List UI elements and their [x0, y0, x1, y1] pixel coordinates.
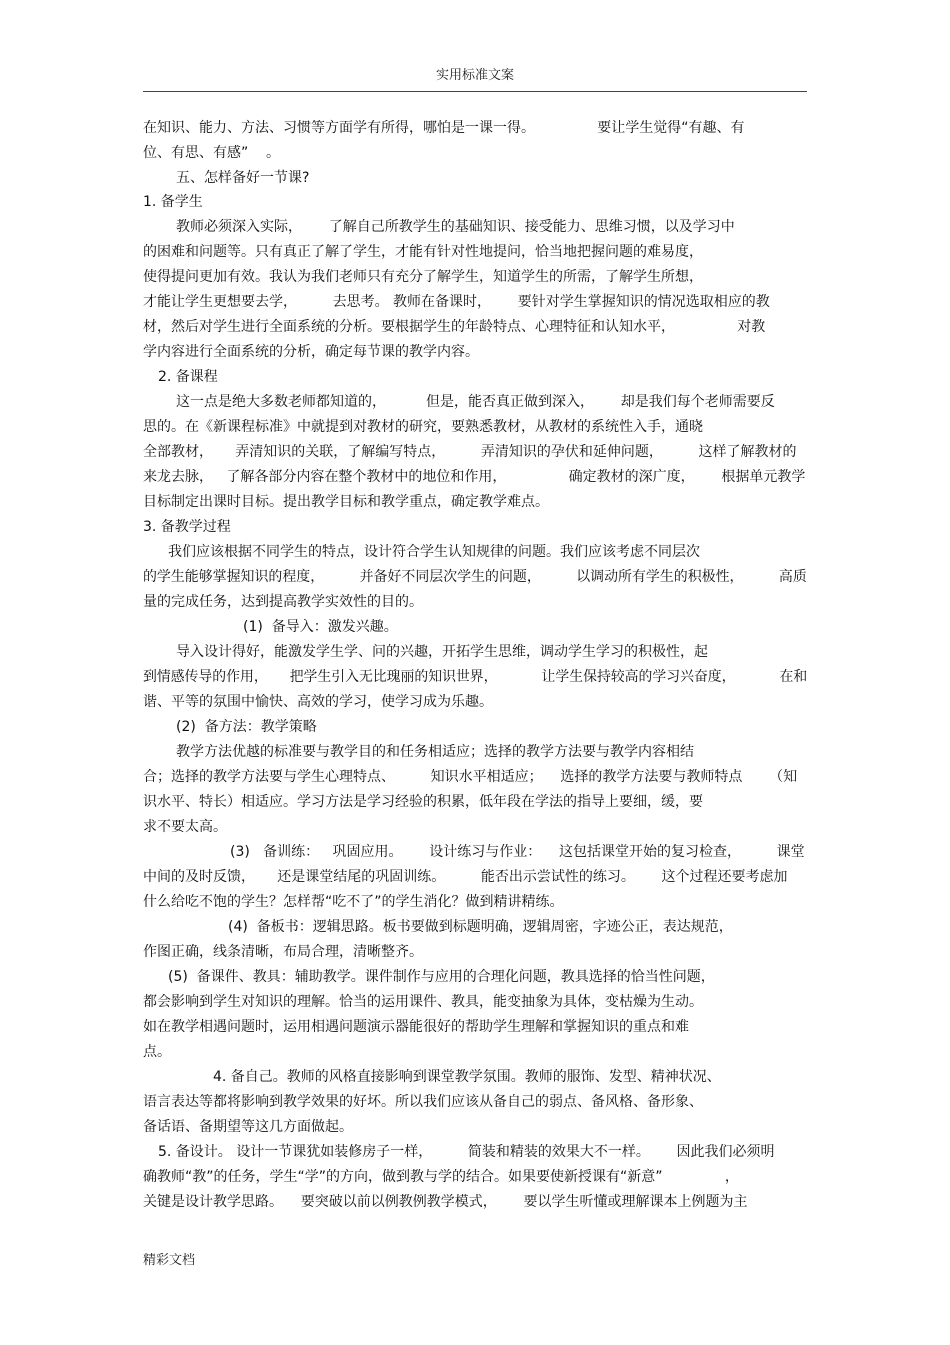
text-line: 我们应该根据不同学生的特点，设计符合学生认知规律的问题。我们应该考虑不同层次 [168, 544, 700, 560]
subsection-heading: 4. 备自己。教师的风格直接影响到课堂教学氛围。教师的服饰、发型、精神状况、 [213, 1069, 721, 1085]
text-line: 什么给吃不饱的学生？怎样帮“吃不了”的学生消化？做到精讲精练。 [143, 894, 564, 910]
item-heading: (3) 备训练： 巩固应用。 设计练习与作业： 这包括课堂开始的复习检查， 课堂 [230, 844, 805, 860]
text-line: 量的完成任务，达到提高教学实效性的目的。 [143, 594, 423, 610]
text-line: 位、有思、有感” 。 [143, 145, 281, 161]
text-line: 才能让学生更想要去学， 去思考。 教师在备课时， 要针对学生掌握知识的情况选取相应的教 [143, 294, 770, 310]
text-line: 在知识、能力、方法、习惯等方面学有所得，哪怕是一课一得。 要让学生觉得“有趣、有 [143, 120, 745, 136]
item-heading: (2) 备方法：教学策略 [176, 719, 317, 735]
section-heading: 五、怎样备好一节课? [176, 170, 310, 186]
subsection-heading: 1. 备学生 [143, 194, 203, 210]
text-line: 确教师“教”的任务，学生“学”的方向，做到教与学的结合。如果要使新授课有“新意” ， [143, 1169, 739, 1185]
text-line: 学内容进行全面系统的分析，确定每节课的教学内容。 [143, 344, 479, 360]
text-line: 这一点是绝大多数老师都知道的， 但是，能否真正做到深入， 却是我们每个老师需要反 [176, 394, 775, 410]
text-line: 教师必须深入实际， 了解自己所教学生的基础知识、接受能力、思维习惯，以及学习中 [176, 219, 735, 235]
text-line: 的困难和问题等。只有真正了解了学生，才能有针对性地提问，恰当地把握问题的难易度， [143, 244, 703, 260]
text-line: 都会影响到学生对知识的理解。恰当的运用课件、教具，能变抽象为具体，变枯燥为生动。 [143, 994, 703, 1010]
text-line: 材，然后对学生进行全面系统的分析。要根据学生的年龄特点、心理特征和认知水平， 对教 [143, 319, 766, 335]
text-line: 求不要太高。 [143, 819, 227, 835]
text-line: 合；选择的教学方法要与学生心理特点、 知识水平相适应； 选择的教学方法要与教师特点 （知 [143, 769, 798, 785]
text-line: 来龙去脉， 了解各部分内容在整个教材中的地位和作用， 确定教材的深广度， 根据单元教学 [143, 469, 806, 485]
subsection-heading: 5. 备设计。 设计一节课犹如装修房子一样， 简装和精装的效果大不一样。 因此我们必须明 [158, 1144, 775, 1160]
page-footer: 精彩文档 [143, 1253, 196, 1268]
text-line: 目标制定出课时目标。提出教学目标和教学重点，确定教学难点。 [143, 494, 549, 510]
text-line: 语言表达等都将影响到教学效果的好坏。所以我们应该从备自己的弱点、备风格、备形象、 [143, 1094, 703, 1110]
text-line: 的学生能够掌握知识的程度， 并备好不同层次学生的问题， 以调动所有学生的积极性， 高质 [143, 569, 807, 585]
item-heading: (1) 备导入：激发兴趣。 [243, 619, 398, 635]
text-line: 使得提问更加有效。我认为我们老师只有充分了解学生，知道学生的所需，了解学生所想， [143, 269, 703, 285]
text-line: 全部教材， 弄清知识的关联，了解编写特点， 弄清知识的孕伏和延伸问题， 这样了解教材的 [143, 444, 797, 460]
text-line: 点。 [143, 1044, 171, 1060]
text-line: 到情感传导的作用， 把学生引入无比瑰丽的知识世界， 让学生保持较高的学习兴奋度， 在和 [143, 669, 808, 685]
text-line: 识水平、特长）相适应。学习方法是学习经验的积累，低年段在学法的指导上要细，缓，要 [143, 794, 703, 810]
text-line: 教学方法优越的标准要与教学目的和任务相适应；选择的教学方法要与教学内容相结 [176, 744, 694, 760]
text-line: 谐、平等的氛围中愉快、高效的学习，使学习成为乐趣。 [143, 694, 493, 710]
text-line: 关键是设计教学思路。 要突破以前以例教例教学模式， 要以学生听懂或理解课本上例题为主 [143, 1194, 748, 1210]
text-line: 思的。在《新课程标准》中就提到对教材的研究，要熟悉教材，从教材的系统性入手，通晓 [143, 419, 703, 435]
subsection-heading: 2. 备课程 [158, 369, 218, 385]
text-line: 备话语、备期望等这几方面做起。 [143, 1119, 353, 1135]
item-heading: (4) 备板书：逻辑思路。板书要做到标题明确，逻辑周密，字迹公正，表达规范， [228, 919, 733, 935]
header-divider [143, 91, 807, 92]
item-heading: (5) 备课件、教具：辅助教学。课件制作与应用的合理化问题，教具选择的恰当性问题， [168, 969, 715, 985]
text-line: 中间的及时反馈， 还是课堂结尾的巩固训练。 能否出示尝试性的练习。 这个过程还要考虑加 [143, 869, 788, 885]
page-header: 实用标准文案 [435, 68, 514, 83]
subsection-heading: 3. 备教学过程 [143, 519, 231, 535]
text-line: 导入设计得好，能激发学生学、问的兴趣，开拓学生思维，调动学生学习的积极性，起 [176, 644, 708, 660]
text-line: 如在教学相遇问题时，运用相遇问题演示器能很好的帮助学生理解和掌握知识的重点和难 [143, 1019, 689, 1035]
text-line: 作图正确，线条清晰，布局合理，清晰整齐。 [143, 944, 423, 960]
